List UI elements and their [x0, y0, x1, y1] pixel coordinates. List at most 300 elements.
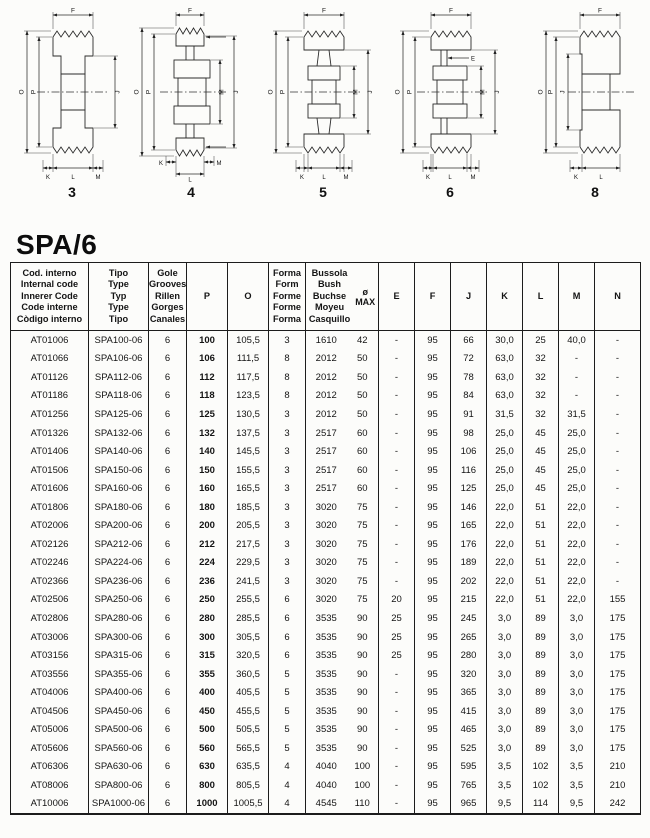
cell-o: 130,5 [228, 405, 269, 424]
cell-m: 3,0 [559, 609, 595, 628]
cell-e: - [379, 331, 415, 350]
cell-k: 3,0 [487, 609, 523, 628]
cell-p: 140 [187, 442, 228, 461]
cell-l: 45 [523, 461, 559, 480]
cell-code: AT03156 [30, 650, 69, 662]
table-row [11, 516, 641, 535]
table-row [11, 739, 641, 758]
cell-e: - [379, 720, 415, 739]
cell-j: 595 [451, 758, 487, 777]
cell-grooves: 6 [149, 720, 187, 739]
cell-m: 25,0 [559, 424, 595, 443]
cell-bush: 3535 [306, 683, 347, 702]
cell-p: 280 [187, 609, 228, 628]
cell-n: 175 [595, 702, 641, 721]
cell-bush: 2012 [306, 368, 347, 387]
cell-e: - [379, 683, 415, 702]
cell-n: - [595, 516, 641, 535]
cell-max: 50 [356, 371, 368, 383]
cell-l: 89 [523, 739, 559, 758]
cell-o: 105,5 [228, 331, 269, 350]
cell-bush: 3020 [306, 572, 347, 591]
pulley-drawing-form-4 [130, 4, 252, 200]
cell-o: 405,5 [228, 683, 269, 702]
cell-grooves: 6 [149, 535, 187, 554]
cell-max: 90 [356, 742, 368, 754]
cell-grooves: 6 [149, 609, 187, 628]
cell-p: 236 [187, 572, 228, 591]
cell-e: - [379, 776, 415, 795]
cell-p: 315 [187, 646, 228, 665]
cell-type: SPA160-06 [89, 479, 149, 498]
cell-m: 22,0 [559, 535, 595, 554]
cell-m: 3,5 [559, 758, 595, 777]
cell-n: - [595, 572, 641, 591]
cell-form: 8 [269, 350, 306, 369]
cell-code: AT04006 [30, 687, 69, 699]
cell-f: 95 [415, 739, 451, 758]
cell-m: 22,0 [559, 554, 595, 573]
cell-j: 91 [451, 405, 487, 424]
pulley-cross-section-3 [11, 4, 133, 182]
table-row [11, 572, 641, 591]
table-row [11, 702, 641, 721]
cell-j: 320 [451, 665, 487, 684]
cell-grooves: 6 [149, 665, 187, 684]
col-header-j: J [451, 263, 487, 331]
cell-k: 3,0 [487, 702, 523, 721]
spec-table [10, 262, 641, 815]
cell-o: 285,5 [228, 609, 269, 628]
cell-l: 89 [523, 683, 559, 702]
cell-type: SPA118-06 [89, 387, 149, 406]
table-row [11, 795, 641, 815]
dim-label-j: J [233, 90, 240, 94]
dim-label-m: M [479, 89, 487, 95]
cell-k: 3,0 [487, 720, 523, 739]
dim-label-p: P [406, 89, 414, 95]
cell-e: - [379, 387, 415, 406]
cell-bush: 3535 [306, 646, 347, 665]
cell-o: 217,5 [228, 535, 269, 554]
cell-j: 146 [451, 498, 487, 517]
cell-max: 90 [356, 705, 368, 717]
dim-label-p: P [279, 89, 287, 95]
cell-l: 89 [523, 646, 559, 665]
cell-e: - [379, 424, 415, 443]
cell-form: 6 [269, 591, 306, 610]
cell-o: 360,5 [228, 665, 269, 684]
cell-o: 565,5 [228, 739, 269, 758]
table-row [11, 442, 641, 461]
cell-e: - [379, 516, 415, 535]
dim-label-f: F [449, 7, 453, 15]
cell-n: - [595, 405, 641, 424]
cell-l: 51 [523, 591, 559, 610]
cell-o: 320,5 [228, 646, 269, 665]
cell-max: 50 [356, 408, 368, 420]
dim-label-m2: M [216, 161, 222, 167]
cell-j: 280 [451, 646, 487, 665]
cell-m: 31,5 [559, 405, 595, 424]
cell-k: 3,5 [487, 758, 523, 777]
cell-o: 165,5 [228, 479, 269, 498]
cell-f: 95 [415, 720, 451, 739]
cell-k: 22,0 [487, 591, 523, 610]
cell-bush: 3535 [306, 720, 347, 739]
cell-m: 3,0 [559, 646, 595, 665]
table-row [11, 479, 641, 498]
cell-n: 210 [595, 758, 641, 777]
cell-bush: 3535 [306, 739, 347, 758]
cell-e: - [379, 739, 415, 758]
cell-bush: 3020 [306, 498, 347, 517]
cell-n: 155 [595, 591, 641, 610]
cell-f: 95 [415, 405, 451, 424]
table-row [11, 350, 641, 369]
pulley-cross-section-5 [262, 4, 384, 182]
cell-o: 123,5 [228, 387, 269, 406]
cell-j: 215 [451, 591, 487, 610]
cell-max: 100 [354, 761, 371, 773]
cell-p: 106 [187, 350, 228, 369]
cell-code: AT02126 [30, 538, 69, 550]
cell-n: - [595, 368, 641, 387]
cell-max: 75 [356, 538, 368, 550]
cell-grooves: 6 [149, 387, 187, 406]
cell-grooves: 6 [149, 795, 187, 815]
cell-p: 560 [187, 739, 228, 758]
cell-grooves: 6 [149, 683, 187, 702]
cell-max: 50 [356, 390, 368, 402]
cell-max: 75 [356, 575, 368, 587]
cell-j: 765 [451, 776, 487, 795]
cell-bush: 3535 [306, 628, 347, 647]
cell-max: 50 [356, 353, 368, 365]
cell-m: 3,0 [559, 665, 595, 684]
page-title: SPA/6 [16, 228, 98, 260]
cell-o: 185,5 [228, 498, 269, 517]
cell-type: SPA500-06 [89, 720, 149, 739]
cell-n: 175 [595, 646, 641, 665]
cell-k: 3,0 [487, 739, 523, 758]
cell-m: 3,0 [559, 683, 595, 702]
cell-o: 455,5 [228, 702, 269, 721]
cell-form: 4 [269, 758, 306, 777]
cell-e: - [379, 535, 415, 554]
col-header-p: P [187, 263, 228, 331]
cell-f: 95 [415, 702, 451, 721]
cell-max: 42 [356, 334, 368, 346]
cell-type: SPA300-06 [89, 628, 149, 647]
cell-type: SPA112-06 [89, 368, 149, 387]
dim-label-k: K [45, 175, 51, 181]
cell-n: - [595, 498, 641, 517]
dim-label-k: K [425, 175, 431, 181]
cell-form: 3 [269, 498, 306, 517]
cell-bush: 3020 [306, 535, 347, 554]
dim-label-m2: M [343, 175, 349, 181]
cell-j: 465 [451, 720, 487, 739]
cell-e: - [379, 350, 415, 369]
cell-type: SPA150-06 [89, 461, 149, 480]
cell-n: 175 [595, 628, 641, 647]
cell-l: 89 [523, 702, 559, 721]
cell-l: 89 [523, 665, 559, 684]
cell-type: SPA106-06 [89, 350, 149, 369]
cell-grooves: 6 [149, 776, 187, 795]
dim-label-p: P [145, 89, 153, 95]
cell-code: AT01606 [30, 483, 69, 495]
cell-code: AT01006 [30, 334, 69, 346]
dim-label-f: F [598, 7, 602, 15]
table-row [11, 609, 641, 628]
cell-code: AT02506 [30, 594, 69, 606]
cell-grooves: 6 [149, 572, 187, 591]
cell-m: - [559, 368, 595, 387]
cell-j: 116 [451, 461, 487, 480]
cell-j: 525 [451, 739, 487, 758]
cell-e: - [379, 368, 415, 387]
dim-label-l: L [188, 177, 192, 182]
table-row [11, 535, 641, 554]
cell-f: 95 [415, 479, 451, 498]
table-row [11, 683, 641, 702]
cell-k: 3,0 [487, 665, 523, 684]
table-row [11, 758, 641, 777]
cell-o: 229,5 [228, 554, 269, 573]
cell-f: 95 [415, 683, 451, 702]
pulley-drawing-form-3 [11, 4, 133, 200]
dim-label-j: J [367, 90, 374, 94]
cell-o: 155,5 [228, 461, 269, 480]
cell-k: 3,0 [487, 628, 523, 647]
cell-bush: 2012 [306, 350, 347, 369]
dim-label-f: F [188, 7, 192, 15]
cell-code: AT06306 [30, 761, 69, 773]
cell-bush: 2517 [306, 479, 347, 498]
table-row [11, 331, 641, 350]
cell-o: 137,5 [228, 424, 269, 443]
col-header-form: Forma Form Forme Forme Forma [269, 263, 306, 331]
cell-e: - [379, 702, 415, 721]
cell-code: AT10006 [30, 798, 69, 810]
cell-type: SPA280-06 [89, 609, 149, 628]
pulley-drawing-form-5 [262, 4, 384, 200]
dim-label-j: J [494, 90, 501, 94]
cell-code: AT04506 [30, 705, 69, 717]
cell-f: 95 [415, 572, 451, 591]
cell-max: 90 [356, 668, 368, 680]
cell-f: 95 [415, 498, 451, 517]
cell-m: 25,0 [559, 479, 595, 498]
cell-l: 89 [523, 628, 559, 647]
dim-label-l: L [599, 175, 603, 181]
cell-o: 635,5 [228, 758, 269, 777]
cell-l: 51 [523, 554, 559, 573]
cell-k: 63,0 [487, 387, 523, 406]
dim-label-m: M [218, 89, 226, 95]
cell-p: 224 [187, 554, 228, 573]
cell-m: 3,5 [559, 776, 595, 795]
cell-code: AT01406 [30, 446, 69, 458]
cell-code: AT02006 [30, 520, 69, 532]
cell-bush: 3535 [306, 665, 347, 684]
cell-f: 95 [415, 776, 451, 795]
col-header-type: Tipo Type Typ Type Tipo [89, 263, 149, 331]
cell-n: 242 [595, 795, 641, 815]
cell-max: 75 [356, 520, 368, 532]
dim-label-k: K [158, 161, 164, 167]
cell-form: 3 [269, 424, 306, 443]
cell-code: AT02366 [30, 575, 69, 587]
cell-f: 95 [415, 442, 451, 461]
cell-form: 3 [269, 442, 306, 461]
cell-bush: 3020 [306, 516, 347, 535]
cell-o: 805,5 [228, 776, 269, 795]
figure-number: 3 [68, 184, 76, 200]
cell-j: 78 [451, 368, 487, 387]
cell-m: 3,0 [559, 739, 595, 758]
cell-l: 89 [523, 720, 559, 739]
cell-code: AT01506 [30, 464, 69, 476]
cell-o: 305,5 [228, 628, 269, 647]
spec-table-body [11, 331, 641, 815]
cell-k: 3,0 [487, 683, 523, 702]
table-row [11, 461, 641, 480]
cell-code: AT02806 [30, 612, 69, 624]
cell-n: - [595, 554, 641, 573]
cell-k: 63,0 [487, 350, 523, 369]
cell-p: 250 [187, 591, 228, 610]
cell-m: 9,5 [559, 795, 595, 815]
cell-grooves: 6 [149, 758, 187, 777]
col-header-bush: Bussola Bush Buchse Moyeu Casquillo [308, 267, 351, 324]
cell-e: - [379, 572, 415, 591]
cell-k: 22,0 [487, 516, 523, 535]
figure-number: 8 [591, 184, 599, 200]
table-row [11, 591, 641, 610]
cell-l: 45 [523, 424, 559, 443]
cell-k: 22,0 [487, 535, 523, 554]
cell-k: 31,5 [487, 405, 523, 424]
cell-e: 25 [379, 609, 415, 628]
cell-p: 150 [187, 461, 228, 480]
cell-grooves: 6 [149, 628, 187, 647]
table-row [11, 720, 641, 739]
cell-type: SPA132-06 [89, 424, 149, 443]
cell-l: 102 [523, 758, 559, 777]
cell-f: 95 [415, 665, 451, 684]
dim-label-l: L [71, 175, 75, 181]
col-header-o: O [228, 263, 269, 331]
cell-k: 22,0 [487, 554, 523, 573]
cell-o: 255,5 [228, 591, 269, 610]
cell-form: 3 [269, 405, 306, 424]
cell-max: 60 [356, 483, 368, 495]
header-row [11, 263, 641, 331]
col-header-k: K [487, 263, 523, 331]
cell-p: 212 [187, 535, 228, 554]
cell-max: 60 [356, 446, 368, 458]
cell-bush: 3535 [306, 702, 347, 721]
table-row [11, 665, 641, 684]
cell-code: AT02246 [30, 557, 69, 569]
cell-e: - [379, 554, 415, 573]
cell-n: - [595, 331, 641, 350]
cell-l: 114 [523, 795, 559, 815]
cell-m: 25,0 [559, 442, 595, 461]
cell-bush: 4545 [306, 795, 347, 815]
cell-f: 95 [415, 758, 451, 777]
cell-f: 95 [415, 795, 451, 815]
col-header-max: ø MAX [355, 286, 376, 307]
cell-code: AT05006 [30, 724, 69, 736]
cell-j: 202 [451, 572, 487, 591]
cell-form: 3 [269, 535, 306, 554]
cell-type: SPA1000-06 [89, 795, 149, 815]
cell-k: 25,0 [487, 442, 523, 461]
cell-code: AT05606 [30, 742, 69, 754]
cell-p: 125 [187, 405, 228, 424]
cell-k: 25,0 [487, 461, 523, 480]
cell-type: SPA200-06 [89, 516, 149, 535]
cell-max: 100 [354, 779, 371, 791]
cell-k: 22,0 [487, 498, 523, 517]
cell-form: 3 [269, 516, 306, 535]
cell-f: 95 [415, 424, 451, 443]
dim-label-m: M [95, 175, 101, 181]
cell-type: SPA450-06 [89, 702, 149, 721]
cell-grooves: 6 [149, 702, 187, 721]
cell-code: AT03556 [30, 668, 69, 680]
cell-n: - [595, 479, 641, 498]
cell-j: 125 [451, 479, 487, 498]
cell-type: SPA224-06 [89, 554, 149, 573]
cell-grooves: 6 [149, 739, 187, 758]
cell-k: 25,0 [487, 424, 523, 443]
dim-label-f: F [71, 7, 75, 15]
cell-f: 95 [415, 628, 451, 647]
cell-f: 95 [415, 646, 451, 665]
pulley-cross-section-8 [534, 4, 650, 182]
cell-m: - [559, 350, 595, 369]
cell-j: 72 [451, 350, 487, 369]
cell-form: 5 [269, 739, 306, 758]
cell-type: SPA125-06 [89, 405, 149, 424]
cell-p: 112 [187, 368, 228, 387]
cell-k: 9,5 [487, 795, 523, 815]
cell-code: AT01326 [30, 427, 69, 439]
cell-f: 95 [415, 350, 451, 369]
cell-form: 6 [269, 646, 306, 665]
cell-k: 22,0 [487, 572, 523, 591]
cell-form: 6 [269, 609, 306, 628]
cell-p: 132 [187, 424, 228, 443]
dim-label-o: O [267, 89, 275, 95]
cell-n: - [595, 387, 641, 406]
cell-p: 200 [187, 516, 228, 535]
cell-l: 51 [523, 535, 559, 554]
dim-label-p: P [30, 89, 38, 95]
dim-label-f: F [322, 7, 326, 15]
cell-m: 22,0 [559, 591, 595, 610]
cell-k: 63,0 [487, 368, 523, 387]
cell-l: 32 [523, 405, 559, 424]
dim-label-j: J [114, 90, 122, 94]
cell-max: 75 [356, 557, 368, 569]
cell-l: 32 [523, 350, 559, 369]
